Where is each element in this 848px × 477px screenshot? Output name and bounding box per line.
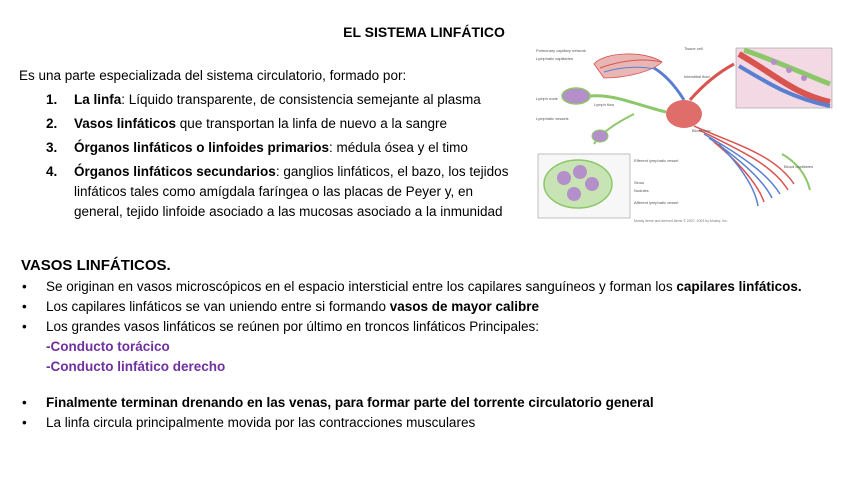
sub-item-right-lymphatic-duct: -Conducto linfático derecho: [46, 359, 226, 374]
title-text: EL SISTEMA LINFÁTICO: [343, 24, 505, 40]
bullet-bold: vasos de mayor calibre: [389, 299, 540, 314]
sub-item-thoracic-duct: -Conducto torácico: [46, 339, 170, 354]
bullet-icon: •: [22, 319, 27, 334]
spacer: [22, 379, 822, 391]
label-sinus: Sinus: [634, 180, 645, 185]
bullet-bold: capilares linfáticos.: [676, 279, 802, 294]
list-item: [46, 138, 511, 158]
label-lymph-flow: Lymph flow: [594, 102, 615, 107]
list-item: [46, 90, 511, 110]
vessels-bullets: [22, 279, 822, 435]
list-term: La linfa: [74, 92, 122, 107]
list-term: Vasos linfáticos: [74, 116, 177, 131]
figure-credit: Mosby items and derived items © 2007, 2003 by Mosby, Inc.: [634, 219, 728, 223]
label-lymph-capillaries: Lymphatic capillaries: [536, 56, 573, 61]
bullet-icon: •: [22, 299, 27, 314]
section-title: VASOS LINFÁTICOS.: [21, 257, 171, 274]
lymphatic-system-diagram: [534, 44, 834, 224]
label-afferent: Afferent lymphatic vessel: [634, 200, 679, 205]
list-item: [46, 162, 511, 222]
list-term: Órganos linfáticos secundarios: [74, 164, 276, 179]
list-desc: : médula ósea y el timo: [329, 140, 468, 155]
list-number: 3.: [46, 140, 58, 155]
label-tissue-cell: Tissue cell: [684, 46, 703, 51]
bullet-bold: Finalmente terminan drenando en las venas, para formar parte del torrente circulatorio general: [46, 395, 654, 410]
bullet-icon: •: [22, 395, 27, 410]
page-title: [0, 24, 848, 40]
tissue-zoom-top: [736, 48, 832, 108]
diagram-svg: [534, 44, 834, 224]
bullet-item: [22, 415, 822, 431]
list-number: 1.: [46, 92, 58, 107]
bullet-item: [22, 299, 822, 315]
bullet-text: La linfa circula principalmente movida por las contracciones musculares: [46, 415, 476, 430]
pulmonary-network: [594, 54, 662, 78]
list-desc: que transportan la linfa de nuevo a la sangre: [176, 116, 447, 131]
bullet-icon: •: [22, 279, 27, 294]
lymph-node-small: [562, 88, 590, 104]
label-blood-flow: Blood flow: [692, 128, 711, 133]
label-pulmonary: Pulmonary capillary network: [536, 48, 587, 53]
intro-text: Es una parte especializada del sistema circulatorio, formado por:: [19, 68, 407, 83]
bullet-item: [22, 395, 822, 411]
list-desc: : ganglios linfáticos, el bazo, los tejidos linfáticos tales como amígdala faríngea o las placas de Peyer y, en general, tejido linfoide asociado a las mucosas asociado a la inmunidad: [74, 164, 509, 219]
bullet-item: [22, 279, 822, 295]
bullet-text: Se originan en vasos microscópicos en el espacio intersticial entre los capilares sanguíneos y forman los: [46, 279, 677, 294]
list-desc: : Líquido transparente, de consistencia semejante al plasma: [121, 92, 481, 107]
components-list: [46, 90, 511, 226]
label-nodules: Nodules: [634, 188, 649, 193]
label-interstitial: Interstitial fluid: [684, 74, 710, 79]
list-number: 4.: [46, 164, 58, 179]
bullet-icon: •: [22, 415, 27, 430]
heart-shape: [666, 100, 702, 128]
list-item: [46, 114, 511, 134]
bullet-text: Los capilares linfáticos se van uniendo entre si formando: [46, 299, 390, 314]
label-lymph-vessels: Lymphatic vessels: [536, 116, 569, 121]
label-blood-capillaries: Blood capillaries: [784, 164, 814, 169]
list-term: Órganos linfáticos o linfoides primarios: [74, 140, 330, 155]
label-lymph-node: Lymph node: [536, 96, 558, 101]
label-efferent: Efferent lymphatic vessel: [634, 158, 679, 163]
bullet-item: [22, 319, 822, 335]
lymph-node-zoom: [538, 114, 634, 218]
bullet-text: Los grandes vasos linfáticos se reúnen por último en troncos linfáticos Principales:: [46, 319, 540, 334]
list-number: 2.: [46, 116, 58, 131]
